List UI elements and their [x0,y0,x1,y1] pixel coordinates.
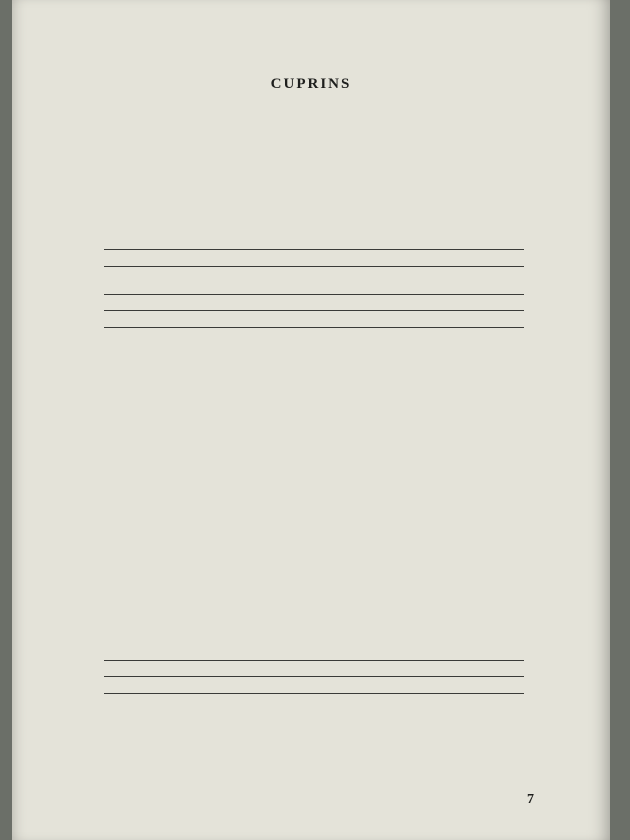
page-title: CUPRINS [270,76,352,92]
book-page [12,0,610,840]
table-of-contents [12,0,610,840]
page-number: 7 [527,792,534,807]
